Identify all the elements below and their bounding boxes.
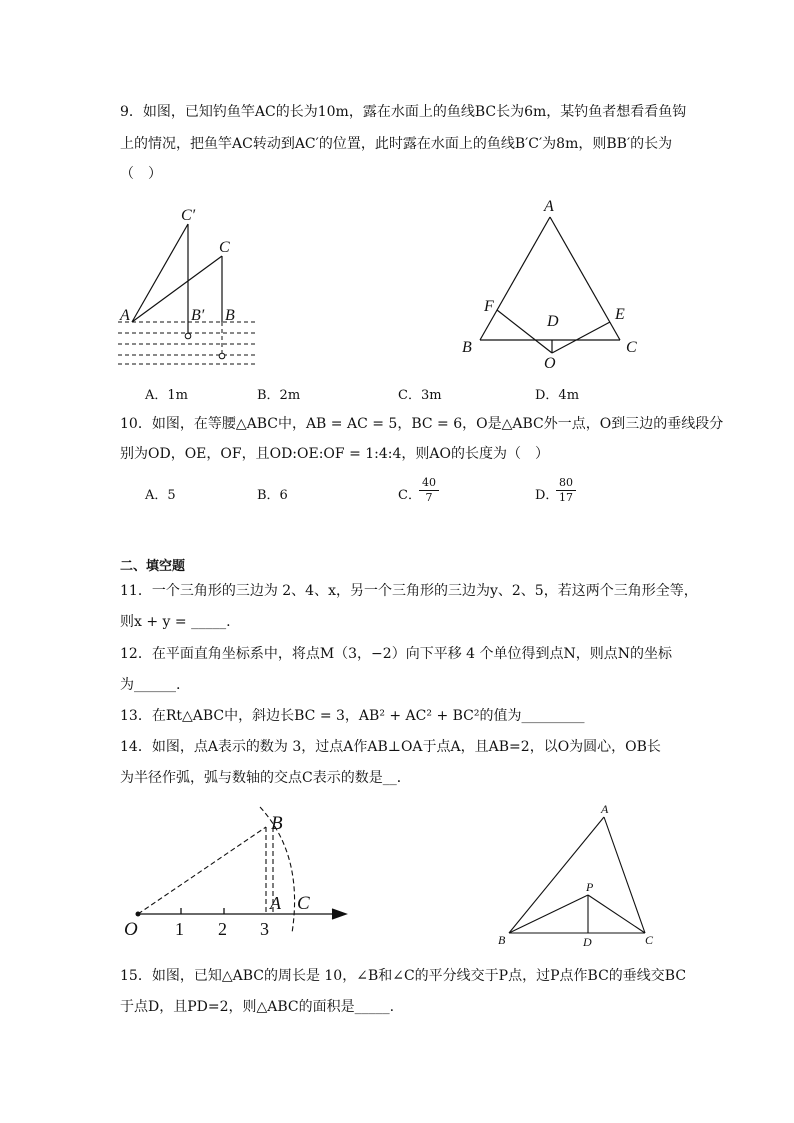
q14-label-a: A	[270, 893, 281, 913]
q10-option-c[interactable]: C．	[398, 488, 421, 503]
q9-label-b-prime: B′	[191, 307, 205, 324]
q10-label-o: O	[544, 355, 556, 372]
q15-label-b: B	[498, 933, 506, 947]
q15-label-d: D	[583, 935, 592, 949]
q10-option-c-fraction	[419, 477, 439, 504]
q14-line-1: 14．如图，点A表示的数为 3，过点A作AB⊥OA于点A，且AB=2，以O为圆心，OB长	[120, 739, 661, 755]
q9-option-b[interactable]: B．2m	[257, 388, 301, 403]
q15-line-1: 15．如图，已知△ABC的周长是 10，∠B和∠C的平分线交于P点，过P点作BC的垂线交BC	[120, 968, 687, 984]
q10-option-d-denominator: 17	[559, 491, 573, 504]
q12-line-2: 为______.	[120, 677, 181, 693]
q14-label-b: B	[271, 813, 283, 834]
q14-label-c: C	[297, 893, 310, 914]
q9-line-3: （ ）	[120, 166, 162, 182]
q10-label-e: E	[615, 306, 625, 323]
q10-label-f: F	[484, 298, 494, 315]
q10-option-d[interactable]: D．	[535, 488, 559, 503]
q10-option-a[interactable]: A．5	[145, 488, 176, 503]
q9-label-a: A	[120, 307, 130, 324]
q11-line-1: 11．一个三角形的三边为 2、4、x，另一个三角形的三边为y、2、5，若这两个三角形全等，	[120, 583, 698, 599]
q10-option-c-denominator: 7	[425, 491, 433, 504]
q10-option-d-numerator: 80	[556, 477, 576, 491]
q14-tick-2: 2	[218, 919, 227, 939]
q14-line-2: 为半径作弧，弧与数轴的交点C表示的数是__．	[120, 770, 411, 786]
q15-label-p: P	[586, 880, 594, 894]
q9-option-d[interactable]: D．4m	[535, 388, 580, 403]
q9-label-b: B	[225, 307, 235, 324]
q10-label-c: C	[626, 339, 637, 356]
q9-label-c: C	[219, 239, 230, 256]
q10-line-2: 别为OD，OE，OF，且OD:OE:OF = 1:4:4，则AO的长度为（ ）	[120, 446, 549, 462]
q12-line-1: 12．在平面直角坐标系中，将点M（3，−2）向下平移 4 个单位得到点N，则点N的坐标	[120, 646, 672, 662]
q10-option-c-numerator: 40	[419, 477, 439, 491]
q11-line-2: 则x + y = _____.	[120, 614, 231, 630]
section-title-fill-in: 二、填空题	[120, 559, 186, 574]
q9-fishing-rod-figure	[118, 200, 268, 370]
q9-line-2: 上的情况，把鱼竿AC转动到AC′的位置，此时露在水面上的鱼线B′C′为8m，则BB′的长为	[120, 136, 673, 152]
q10-label-a: A	[544, 198, 554, 215]
q15-line-2: 于点D，且PD=2，则△ABC的面积是_____.	[120, 999, 395, 1015]
q14-number-line-figure	[120, 805, 360, 945]
q9-line-1: 9．如图，已知钓鱼竿AC的长为10m，露在水面上的鱼线BC长为6m，某钓鱼者想看看鱼钩	[120, 104, 687, 120]
q14-tick-3: 3	[260, 919, 269, 939]
q15-label-c: C	[645, 933, 654, 947]
q10-triangle-figure	[458, 195, 648, 375]
q10-option-b[interactable]: B．6	[257, 488, 288, 503]
q9-option-a[interactable]: A．1m	[145, 388, 188, 403]
q14-label-o: O	[124, 919, 138, 940]
q10-label-b: B	[462, 339, 472, 356]
q10-line-1: 10．如图，在等腰△ABC中，AB = AC = 5，BC = 6，O是△ABC外一点，O到三边的垂线段分	[120, 416, 724, 432]
q10-label-d: D	[547, 313, 559, 330]
q14-tick-1: 1	[175, 919, 184, 939]
q9-option-c[interactable]: C．3m	[398, 388, 442, 403]
q10-option-d-fraction	[556, 477, 576, 504]
q15-label-a: A	[601, 802, 609, 816]
q15-triangle-figure	[495, 800, 665, 950]
q9-label-c-prime: C′	[181, 207, 196, 224]
q13-line-1: 13．在Rt△ABC中，斜边长BC = 3，AB² + AC² + BC²的值为_________	[120, 708, 585, 724]
